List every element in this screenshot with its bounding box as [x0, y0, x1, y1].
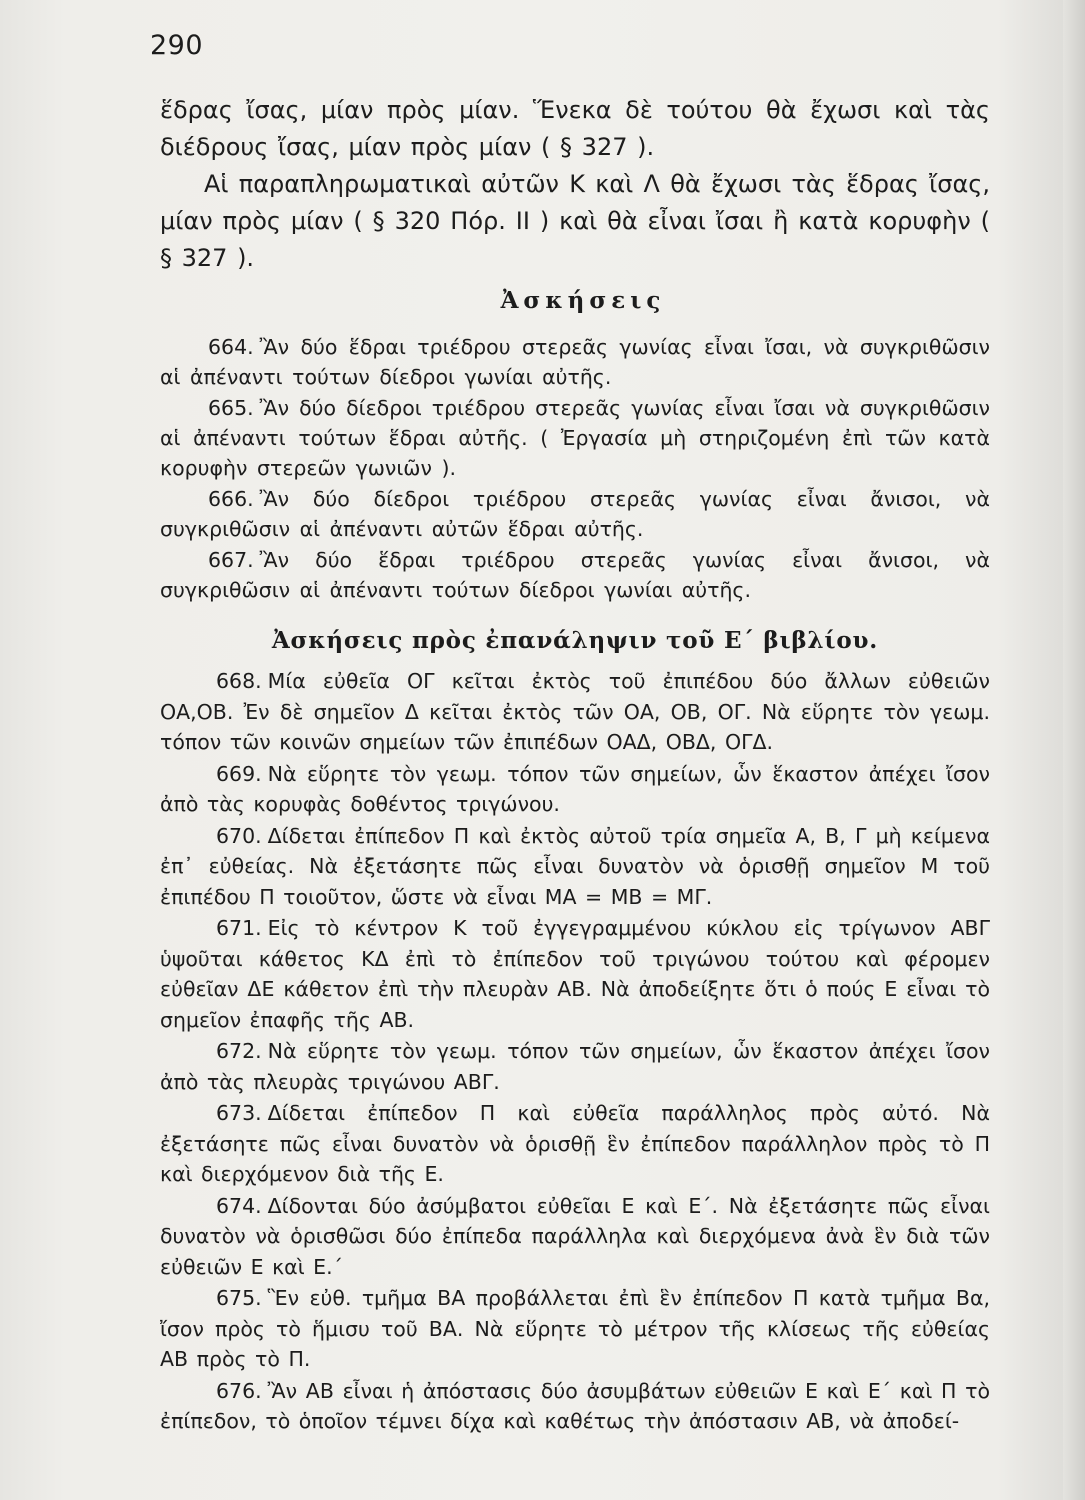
- intro-paragraph-2: Αἱ παραπληρωματικαὶ αὐτῶν Κ καὶ Λ θὰ ἔχωσι τὰς ἕδρας ἴσας, μίαν πρὸς μίαν ( § 320 Πόρ. ΙΙ ) καὶ θὰ εἶναι ἴσαι ἢ κατὰ κορυφὴν ( § 327 ).: [160, 170, 990, 272]
- exercise-670: [160, 821, 990, 913]
- exercise-number: 664.: [208, 335, 254, 359]
- exercise-number: 674.: [216, 1193, 262, 1218]
- section-heading-review-exercises: Ἀσκήσεις πρὸς ἐπανάληψιν τοῦ Ε΄ βιβλίου.: [271, 627, 879, 654]
- exercise-676: [160, 1376, 990, 1437]
- page-edge-shadow: [1063, 0, 1085, 1500]
- exercise-text: Νὰ εὕρητε τὸν γεωμ. τόπον τῶν σημείων, ὧν ἕκαστον ἀπέχει ἴσον ἀπὸ τὰς πλευρὰς τριγώνου ΑΒΓ.: [160, 1039, 990, 1094]
- exercise-text: Δίδεται ἐπίπεδον Π καὶ ἐκτὸς αὐτοῦ τρία σημεῖα Α, Β, Γ μὴ κείμενα ἐπ᾽ εὐθείας. Νὰ ἐξετάσητε πῶς εἶναι δυνατὸν νὰ ὁρισθῇ σημεῖον Μ τοῦ ἐπιπέδου Π τοιοῦτον, ὥστε νὰ εἶναι ΜΑ = ΜΒ = ΜΓ.: [160, 823, 990, 909]
- exercise-number: 666.: [208, 487, 254, 511]
- exercise-664: [160, 332, 990, 392]
- exercise-number: 669.: [216, 761, 262, 786]
- exercise-number: 670.: [216, 823, 262, 848]
- exercise-number: 667.: [208, 548, 254, 572]
- exercise-number: 676.: [216, 1378, 262, 1403]
- exercise-668: [160, 666, 990, 758]
- exercise-667: [160, 545, 990, 605]
- exercise-text: Δίδεται ἐπίπεδον Π καὶ εὐθεῖα παράλληλος πρὸς αὐτό. Νὰ ἐξετάσητε πῶς εἶναι δυνατὸν νὰ ὁρισθῇ ἓν ἐπίπεδον παράλληλον πρὸς τὸ Π καὶ διερχόμενον διὰ τῆς Ε.: [160, 1101, 990, 1186]
- exercise-text: Εἰς τὸ κέντρον Κ τοῦ ἐγγεγραμμένου κύκλου εἰς τρίγωνον ΑΒΓ ὑψοῦται κάθετος ΚΔ ἐπὶ τὸ ἐπίπεδον τοῦ τριγώνου τούτου καὶ φέρομεν εὐθεῖαν ΔΕ κάθετον ἐπὶ τὴν πλευρὰν ΑΒ. Νὰ ἀποδείξητε ὅτι ὁ πούς Ε εἶναι τὸ σημεῖον ἐπαφῆς τῆς ΑΒ.: [160, 916, 990, 1032]
- page-content: [160, 92, 990, 1438]
- exercise-text: Ἂν δύο δίεδροι τριέδρου στερεᾶς γωνίας εἶναι ἴσαι νὰ συγκριθῶσιν αἱ ἀπέναντι τούτων ἕδραι αὐτῆς. ( Ἐργασία μὴ στηριζομένη ἐπὶ τῶν κατὰ κορυφὴν στερεῶν γωνιῶν ).: [160, 396, 990, 480]
- exercise-672: [160, 1036, 990, 1097]
- exercise-674: [160, 1191, 990, 1283]
- exercise-number: 675.: [216, 1286, 262, 1310]
- exercise-text: Μία εὐθεῖα ΟΓ κεῖται ἐκτὸς τοῦ ἐπιπέδου δύο ἄλλων εὐθειῶν ΟΑ,ΟΒ. Ἐν δὲ σημεῖον Δ κεῖται ἐκτὸς τῶν ΟΑ, ΟΒ, ΟΓ. Νὰ εὕρητε τὸν γεωμ. τόπον τῶν κοινῶν σημείων τῶν ἐπιπέδων ΟΑΔ, ΟΒΔ, ΟΓΔ.: [160, 669, 990, 754]
- exercise-669: [160, 759, 990, 820]
- exercise-text: Δίδονται δύο ἀσύμβατοι εὐθεῖαι Ε καὶ Ε΄. Νὰ ἐξετάσητε πῶς εἶναι δυνατὸν νὰ ὁρισθῶσι δύο ἐπίπεδα παράλληλα καὶ διερχόμενα ἀνὰ ἓν διὰ τῶν εὐθειῶν Ε καὶ Ε.΄: [160, 1193, 990, 1279]
- section-heading-exercises: Ἀσκήσεις: [500, 287, 666, 314]
- exercise-number: 672.: [216, 1039, 262, 1063]
- exercise-text: Ἂν δύο δίεδροι τριέδρου στερεᾶς γωνίας εἶναι ἄνισοι, νὰ συγκριθῶσιν αἱ ἀπέναντι αὐτῶν ἕδραι αὐτῆς.: [160, 487, 990, 541]
- exercise-number: 665.: [208, 396, 254, 420]
- intro-paragraph-1: ἕδρας ἴσας, μίαν πρὸς μίαν. Ἕνεκα δὲ τούτου θὰ ἔχωσι καὶ τὰς διέδρους ἴσας, μίαν πρὸς μίαν ( § 327 ).: [160, 96, 990, 161]
- exercise-665: [160, 393, 990, 483]
- exercise-text: Ἂν ΑΒ εἶναι ἡ ἀπόστασις δύο ἀσυμβάτων εὐθειῶν Ε καὶ Ε΄ καὶ Π τὸ ἐπίπεδον, τὸ ὁποῖον τέμνει δίχα καὶ καθέτως τὴν ἀπόστασιν ΑΒ, νὰ ἀποδεί-: [160, 1378, 990, 1433]
- exercise-number: 671.: [216, 916, 262, 940]
- exercise-666: [160, 484, 990, 544]
- exercise-number: 668.: [216, 669, 262, 693]
- exercise-text: Νὰ εὕρητε τὸν γεωμ. τόπον τῶν σημείων, ὧν ἕκαστον ἀπέχει ἴσον ἀπὸ τὰς κορυφὰς δοθέντος τριγώνου.: [160, 761, 990, 816]
- exercise-text: Ἂν δύο ἕδραι τριέδρου στερεᾶς γωνίας εἶναι ἄνισοι, νὰ συγκριθῶσιν αἱ ἀπέναντι τούτων δίεδροι γωνίαι αὐτῆς.: [160, 548, 990, 602]
- exercise-number: 673.: [216, 1101, 262, 1125]
- page-number: 290: [150, 30, 204, 61]
- exercise-text: Ἓν εὐθ. τμῆμα ΒΑ προβάλλεται ἐπὶ ἓν ἐπίπεδον Π κατὰ τμῆμα Βα, ἴσον πρὸς τὸ ἥμισυ τοῦ ΒΑ. Νὰ εὕρητε τὸ μέτρον τῆς κλίσεως τῆς εὐθείας ΑΒ πρὸς τὸ Π.: [160, 1286, 990, 1371]
- exercise-671: [160, 913, 990, 1035]
- exercise-text: Ἂν δύο ἕδραι τριέδρου στερεᾶς γωνίας εἶναι ἴσαι, νὰ συγκριθῶσιν αἱ ἀπέναντι τούτων δίεδροι γωνίαι αὐτῆς.: [160, 335, 990, 389]
- exercise-675: [160, 1283, 990, 1375]
- exercise-673: [160, 1098, 990, 1190]
